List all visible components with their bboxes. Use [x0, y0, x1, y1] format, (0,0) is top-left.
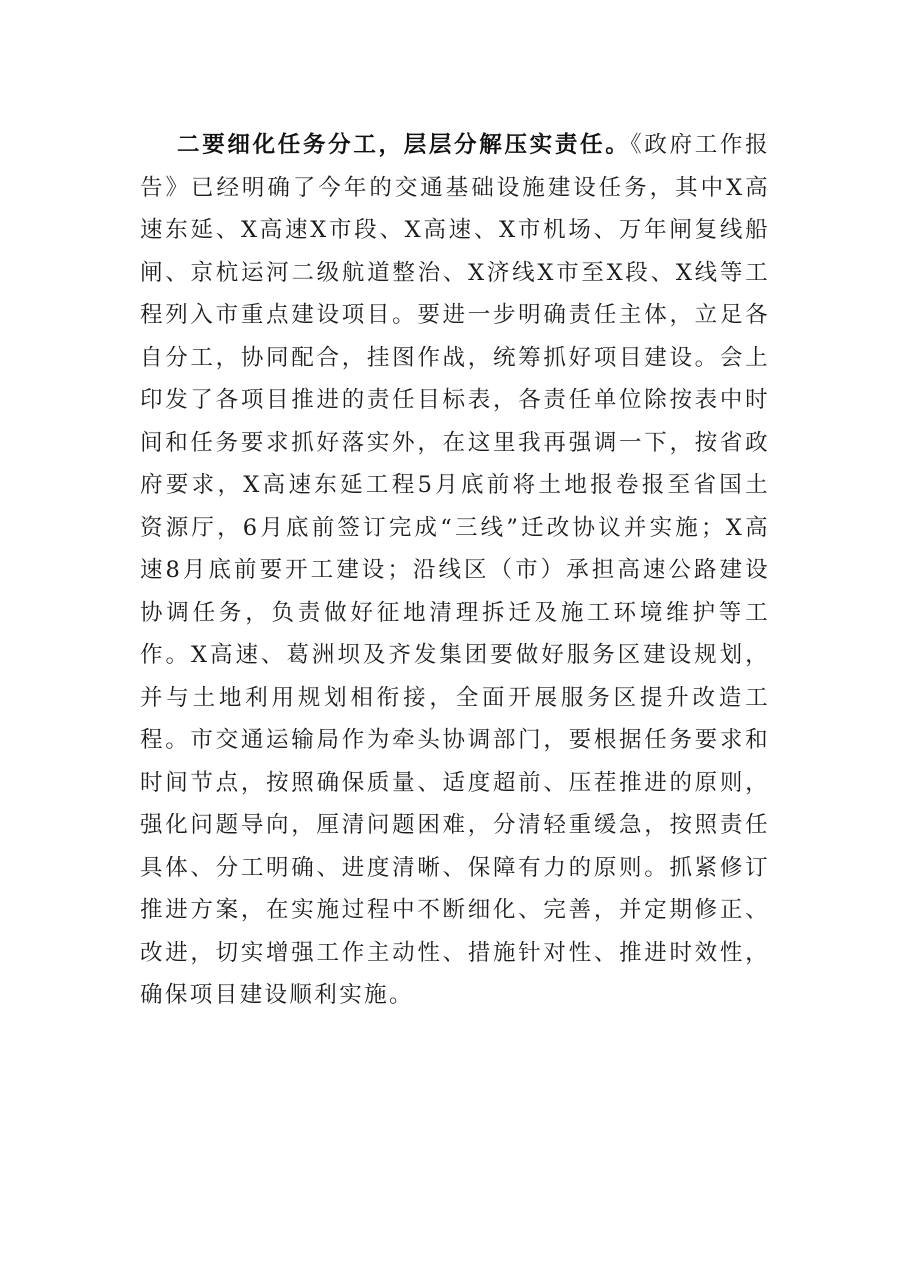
body-paragraph: [140, 124, 770, 1017]
paragraph-body-text: 《政府工作报告》已经明确了今年的交通基础设施建设任务，其中X高速东延、X高速X市段、X高速、X市机场、万年闸复线船闸、京杭运河二级航道整治、X济线X市至X段、X线等工程列入市重点建设项目。要进一步明确责任主体，立足各自分工，协同配合，挂图作战，统筹抓好项目建设。会上印发了各项目推进的责任目标表，各责任单位除按表中时间和任务要求抓好落实外，在这里我再强调一下，按省政府要求，X高速东延工程5月底前将土地报卷报至省国土资源厅，6月底前签订完成“三线”迁改协议并实施；X高速8月底前要开工建设；沿线区（市）承担高速公路建设协调任务，负责做好征地清理拆迁及施工环境维护等工作。X高速、葛洲坝及齐发集团要做好服务区建设规划，并与土地利用规划相衔接，全面开展服务区提升改造工程。市交通运输局作为牵头协调部门，要根据任务要求和时间节点，按照确保质量、适度超前、压茬推进的原则，强化问题导向，厘清问题困难，分清轻重缓急，按照责任具体、分工明确、进度清晰、保障有力的原则。抓紧修订推进方案，在实施过程中不断细化、完善，并定期修正、改进，切实增强工作主动性、措施针对性、推进时效性，确保项目建设顺利实施。: [140, 132, 771, 1008]
paragraph-lead-heading: 二要细化任务分工，层层分解压实责任。: [177, 132, 631, 158]
